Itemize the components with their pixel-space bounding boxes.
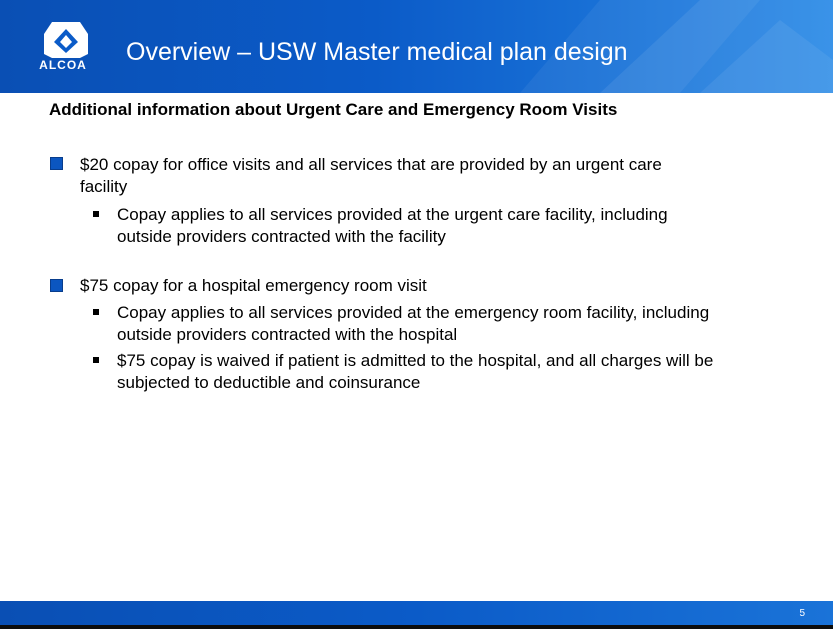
slide-title: Overview – USW Master medical plan design <box>126 38 628 66</box>
sub-bullet-icon <box>93 211 99 217</box>
bullet-item: $75 copay for a hospital emergency room visit <box>80 276 427 295</box>
bullet-square-icon <box>50 157 63 170</box>
sub-bullet-item: Copay applies to all services provided at the emergency room facility, including outside providers contracted with the hospital <box>117 303 710 344</box>
sub-bullet-item: $75 copay is waived if patient is admitted to the hospital, and all charges will be subjected to deductible and coinsurance <box>117 351 714 392</box>
section-heading: Additional information about Urgent Care and Emergency Room Visits <box>49 100 618 119</box>
slide-footer <box>0 601 833 625</box>
sub-bullet-item: Copay applies to all services provided at the urgent care facility, including outside providers contracted with the facility <box>117 205 668 246</box>
footer-edge <box>0 625 833 629</box>
sub-bullet-icon <box>93 309 99 315</box>
slide-header <box>0 0 833 93</box>
sub-bullet-icon <box>93 357 99 363</box>
logo-text: ALCOA <box>39 58 87 72</box>
bullet-square-icon <box>50 279 63 292</box>
page-number: 5 <box>799 608 805 619</box>
bullet-item: $20 copay for office visits and all services that are provided by an urgent care facility <box>80 155 662 196</box>
